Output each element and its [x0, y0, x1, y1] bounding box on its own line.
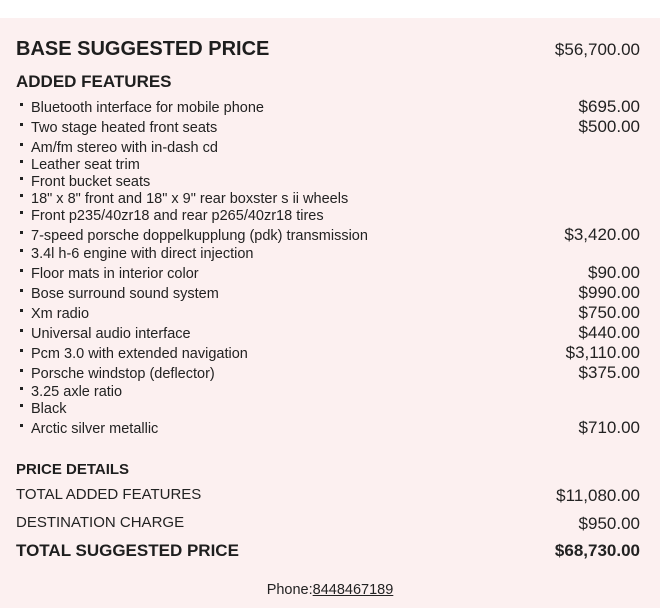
- feature-item: [16, 343, 640, 363]
- feature-name: Bluetooth interface for mobile phone: [31, 100, 264, 116]
- feature-item: [16, 245, 640, 263]
- feature-name: 18" x 8" front and 18" x 9" rear boxster s ii wheels: [31, 191, 349, 207]
- base-price-row: [16, 38, 640, 62]
- total-added-features-label: TOTAL ADDED FEATURES: [16, 486, 202, 503]
- feature-name: Xm radio: [31, 306, 90, 322]
- base-price-label: BASE SUGGESTED PRICE: [16, 38, 270, 60]
- feature-name: Front bucket seats: [31, 174, 151, 190]
- feature-price: $3,420.00: [564, 225, 640, 244]
- bullet-icon: [20, 103, 23, 106]
- bullet-icon: [20, 369, 23, 372]
- phone-label: Phone:: [266, 582, 313, 598]
- destination-charge-row: [16, 514, 640, 536]
- bullet-icon: [20, 123, 23, 126]
- feature-name: 7-speed porsche doppelkupplung (pdk) transmission: [31, 228, 368, 244]
- feature-name: Leather seat trim: [31, 157, 140, 173]
- bullet-icon: [20, 249, 23, 252]
- feature-item: [16, 303, 640, 323]
- total-suggested-price-value: $68,730.00: [554, 541, 640, 560]
- feature-item: [16, 283, 640, 303]
- destination-charge-value: $950.00: [578, 514, 640, 533]
- feature-price: $3,110.00: [565, 343, 640, 362]
- feature-name: Am/fm stereo with in-dash cd: [31, 140, 218, 156]
- feature-price: $90.00: [588, 263, 640, 282]
- feature-price: $990.00: [578, 283, 640, 302]
- feature-item: [16, 401, 640, 418]
- feature-name: Floor mats in interior color: [31, 266, 199, 282]
- feature-name: Porsche windstop (deflector): [31, 366, 215, 382]
- bullet-icon: [20, 309, 23, 312]
- feature-name: Front p235/40zr18 and rear p265/40zr18 tires: [31, 208, 324, 224]
- feature-name: 3.4l h-6 engine with direct injection: [31, 246, 254, 262]
- bullet-icon: [20, 177, 23, 180]
- total-added-features-row: [16, 486, 640, 508]
- feature-price: $375.00: [578, 363, 640, 382]
- bullet-icon: [20, 231, 23, 234]
- feature-item: [16, 263, 640, 283]
- feature-item: [16, 418, 640, 438]
- bullet-icon: [20, 387, 23, 390]
- destination-charge-label: DESTINATION CHARGE: [16, 514, 185, 531]
- bullet-icon: [20, 349, 23, 352]
- bullet-icon: [20, 211, 23, 214]
- total-suggested-price-row: [16, 541, 640, 563]
- feature-name: Arctic silver metallic: [31, 421, 159, 437]
- bullet-icon: [20, 424, 23, 427]
- feature-item: [16, 383, 640, 401]
- added-features-list: [16, 97, 640, 438]
- feature-name: Two stage heated front seats: [31, 120, 218, 136]
- feature-name: 3.25 axle ratio: [31, 384, 123, 400]
- total-added-features-value: $11,080.00: [556, 486, 640, 505]
- total-suggested-price-label: TOTAL SUGGESTED PRICE: [16, 541, 239, 560]
- feature-price: $750.00: [578, 303, 640, 322]
- feature-item: [16, 323, 640, 343]
- feature-name: Bose surround sound system: [31, 286, 219, 302]
- feature-item: [16, 157, 640, 174]
- bullet-icon: [20, 289, 23, 292]
- feature-item: [16, 137, 640, 157]
- feature-item: [16, 225, 640, 245]
- price-details-title: PRICE DETAILS: [16, 461, 130, 478]
- feature-name: Pcm 3.0 with extended navigation: [31, 346, 248, 362]
- feature-price: $440.00: [578, 323, 640, 342]
- feature-price: $710.00: [578, 418, 640, 437]
- bullet-icon: [20, 143, 23, 146]
- phone-contact: [0, 582, 660, 598]
- bullet-icon: [20, 269, 23, 272]
- added-features-title: ADDED FEATURES: [16, 72, 172, 91]
- feature-price: $500.00: [578, 117, 640, 136]
- bullet-icon: [20, 404, 23, 407]
- feature-name: Universal audio interface: [31, 326, 191, 342]
- feature-price: $695.00: [578, 97, 640, 116]
- feature-item: [16, 174, 640, 191]
- feature-item: [16, 117, 640, 137]
- phone-number-link[interactable]: 8448467189: [312, 582, 394, 598]
- feature-item: [16, 208, 640, 225]
- bullet-icon: [20, 194, 23, 197]
- feature-item: [16, 97, 640, 117]
- bullet-icon: [20, 329, 23, 332]
- feature-item: [16, 191, 640, 208]
- window-sticker: [0, 18, 660, 608]
- feature-name: Black: [31, 401, 67, 417]
- feature-item: [16, 363, 640, 383]
- base-price-value: $56,700.00: [554, 40, 640, 59]
- bullet-icon: [20, 160, 23, 163]
